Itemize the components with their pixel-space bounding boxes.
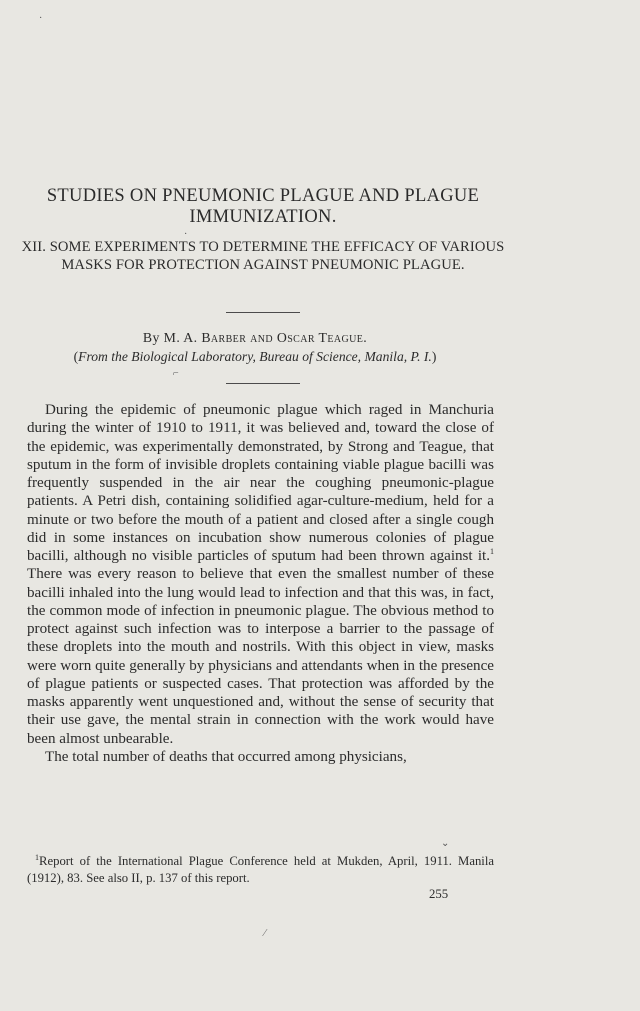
paragraph-text: There was every reason to believe that even the smallest number of these bacilli inhaled into the lung would lead to infection and that this was, in fact, the common mode of infection in pneumonic plague. The obvious method to protect against such infection was to interpose a barrier to the passage of these droplets into the mouth and nostrils. With this object in view, masks were worn quite generally by physicians and attendants when in the presence of plague patients or suspected cases. That protection was afforded by the masks apparently went unquestioned and, without the sense of security that their use gave, the mental strain in connection with the work would have been almost unbearable. [27,566,494,747]
article-body [27,401,494,766]
author-conjunction: and [250,330,273,345]
footnote-marker: 1 [35,852,39,862]
paper-subtitle: XII. SOME EXPERIMENTS TO DETERMINE THE EFFICACY OF VARIOUS MASKS FOR PROTECTION AGAINST PNEUMONIC PLAGUE. [21,239,505,273]
affiliation-open-paren: ( [73,349,79,364]
speck-mark: ⌐ [173,368,179,379]
author-affiliation [20,348,490,365]
top-divider [226,312,300,313]
speck-mark: · [39,13,43,24]
footnote-content: Report of the International Plague Conference held at Mukden, April, 1911. Manila (1912), 83. See also II, p. 137 of this report. [27,854,494,885]
paper-title: STUDIES ON PNEUMONIC PLAGUE AND PLAGUE IMMUNIZATION. [46,186,480,227]
footnote [27,853,494,887]
page-number: 255 [429,887,449,901]
body-paragraph [27,401,494,748]
speck-mark: ⁄ [264,928,266,939]
body-paragraph [27,748,494,766]
speck-mark: · [184,229,188,240]
affiliation-close-paren: ) [431,349,437,364]
footnote-reference: 1 [490,546,494,556]
author-name: M. A. Barber [163,330,247,345]
author-byline [20,329,490,346]
paragraph-text: The total number of deaths that occurred among physicians, [45,748,407,765]
byline-prefix: By [142,330,160,345]
author-name: Oscar Teague. [276,330,368,345]
paragraph-text: During the epidemic of pneumonic plague which raged in Manchuria during the winter of 1910 to 1911, it was believed and, toward the close of the epidemic, was experimentally demonstrated, by Strong and Teague, that sputum in the form of invisible droplets containing viable plague bacilli was frequently suspended in the air near the coughing pneumonic-plague patients. A Petri dish, containing solidified agar-culture-medium, held for a minute or two before the mouth of a patient and closed after a single cough did in some instances on incubation show numerous colonies of plague bacilli, although no visible particles of sputum had been thrown against it. [27,402,494,564]
affiliation-text: From the Biological Laboratory, Bureau of Science, Manila, P. I. [78,349,432,364]
speck-mark: ⌄ [441,838,450,849]
bottom-divider [226,383,300,384]
footnote-text [27,853,494,887]
